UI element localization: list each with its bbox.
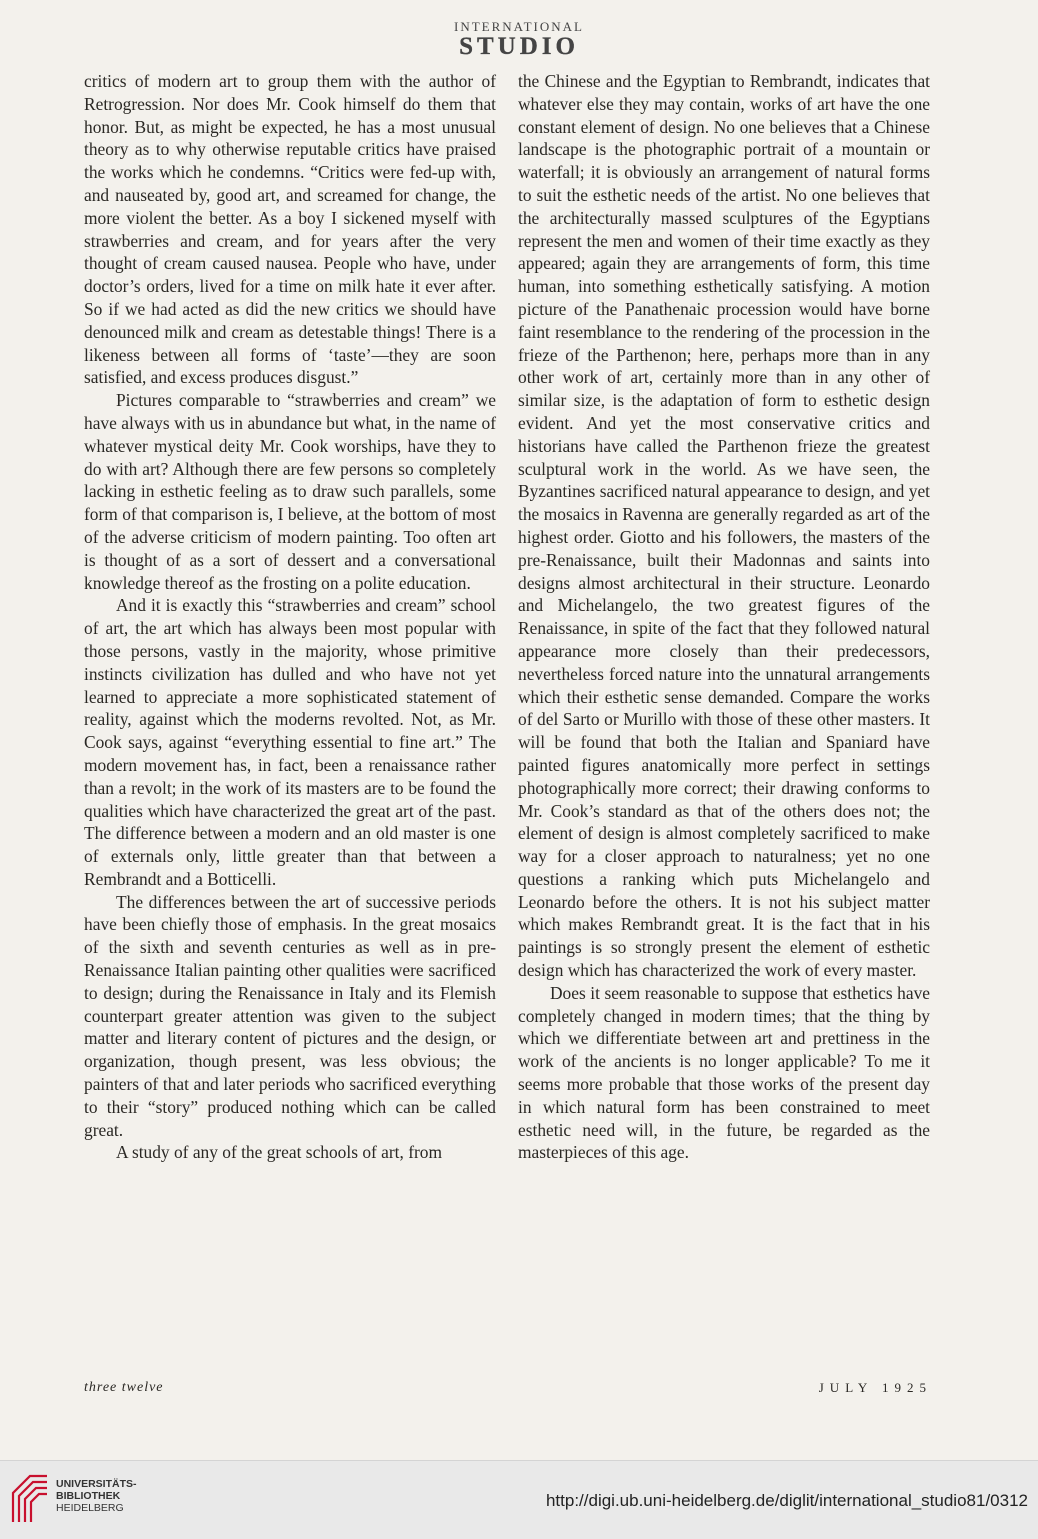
library-name bbox=[56, 1478, 137, 1514]
paragraph: the Chinese and the Egyptian to Rembrandt, indicates that whatever else they may contain, works of art have the one constant element of design. No one believes that a Chinese landscape is the photographic portrait of a mountain or waterfall; it is obviously an arrangement of natural forms to suit the esthetic needs of the artist. No one believes that the architecturally massed sculptures of the Egyptians represent the men and women of their time exactly as they appeared; again they are arrangements of form, this time human, into something esthetically satisfying. A motion picture of the Panathenaic procession would have borne faint resemblance to the rendering of the procession in the frieze of the Parthenon; here, perhaps more than in any other work of art, certainly more than in any other of similar size, is the adaptation of form to esthetic design evident. And yet the most conservative critics and historians have called the Parthenon frieze the greatest sculptural work in the world. As we have seen, the Byzantines sacrificed natural appearance to design, and yet the mosaics in Ravenna are generally regarded as art of the highest order. Giotto and his followers, the masters of the pre-Renaissance, built their Madonnas and saints into designs almost architectural in their structure. Leonardo and Michelangelo, the two greatest figures of the Renaissance, in spite of the fact that they followed natural appearance more closely than their predecessors, nevertheless forced nature into the unnatural arrangements which their esthetic sense demanded. Compare the works of del Sarto or Murillo with those of these other masters. It will be found that both the Italian and Spaniard have painted figures anatomically more perfect in settings photographically more correct; their drawing conforms to Mr. Cook’s standard as that of the others does not; the element of design is almost completely sacrificed to make way for a closer approach to naturalness; yet no one questions a ranking which puts Michelangelo and Leonardo before the others. It is not his subject matter which makes Rembrandt great. It is the fact that in his paintings is so strongly present the element of esthetic design which has characterized the work of every master. bbox=[518, 71, 930, 981]
masthead-title: STUDIO bbox=[459, 33, 579, 60]
library-logo-icon bbox=[10, 1473, 50, 1525]
left-column bbox=[84, 70, 496, 1164]
paragraph: Does it seem reasonable to suppose that esthetics have completely changed in modern times; that the thing by which we differentiate between art and prettiness in the work of the ancients is no longer applicable? To me it seems more probable that those works of the present day in which natural form has been constrained to meet esthetic need will, in the future, be regarded as the masterpieces of this age. bbox=[518, 982, 930, 1163]
library-name-line: HEIDELBERG bbox=[56, 1502, 124, 1514]
paragraph: And it is exactly this “strawberries and cream” school of art, the art which has always been most popular with those persons, vastly in the majority, whose primitive instincts civilization has dulled and who have not yet learned to appreciate a more sophisticated statement of reality, against which the moderns revolted. Not, as Mr. Cook says, against “everything essential to fine art.” The modern movement has, in fact, been a renaissance rather than a revolt; in the work of its masters are to be found the qualities which have characterized the great art of the past. The difference between a modern and an old master is one of externals only, little greater than that between a Rembrandt and a Botticelli. bbox=[84, 595, 496, 889]
paragraph: Pictures comparable to “strawberries and cream” we have always with us in abundance but what, in the name of whatever mystical deity Mr. Cook worships, have they to do with art? Although there are few persons so completely lacking in esthetic feeling as to draw such parallels, some form of that comparison is, I believe, at the bottom of most of the adverse criticism of modern painting. Too often art is thought of as a sort of dessert and a conversational knowledge thereof as the frosting on a polite education. bbox=[84, 390, 496, 593]
paragraph: The differences between the art of successive periods have been chiefly those of emphasis. In the great mosaics of the sixth and seventh centuries as well as in pre-Renaissance Italian painting other qualities were sacrificed to design; during the Renaissance in Italy and its Flemish counterpart greater attention was given to the subject matter and literary content of pictures and the design, or organization, though present, was less obvious; the painters of that and later periods who sacrificed everything to their “story” produced nothing which can be called great. bbox=[84, 891, 496, 1140]
right-column bbox=[518, 70, 930, 1164]
issue-date: JULY 1925 bbox=[818, 1380, 932, 1395]
library-name-line: BIBLIOTHEK bbox=[56, 1490, 121, 1502]
masthead-top: INTERNATIONAL bbox=[454, 19, 584, 34]
paragraph: A study of any of the great schools of art, from bbox=[116, 1142, 442, 1163]
permalink[interactable]: http://digi.ub.uni-heidelberg.de/diglit/international_studio81/0312 bbox=[545, 1491, 1028, 1510]
page-number: three twelve bbox=[84, 1380, 164, 1395]
masthead bbox=[0, 20, 1038, 60]
library-name-line: UNIVERSITÄTS- bbox=[56, 1478, 137, 1490]
paragraph: critics of modern art to group them with the author of Retrogression. Nor does Mr. Cook himself do them that honor. But, as might be expected, he has a most unusual theory as to why otherwise reputable critics have praised the works which he condemns. “Critics were fed-up with, and nauseated by, good art, and screamed for change, the more violent the better. As a boy I sickened myself with strawberries and cream, and for years after the very thought of cream caused nausea. People who have, under doctor’s orders, lived for a time on milk hate it ever after. So if we had acted as did the new critics we should have denounced milk and cream as detestable things! There is a likeness between all forms of ‘taste’—they are soon satisfied, and excess produces disgust.” bbox=[84, 71, 496, 388]
library-bar bbox=[0, 1460, 1038, 1539]
